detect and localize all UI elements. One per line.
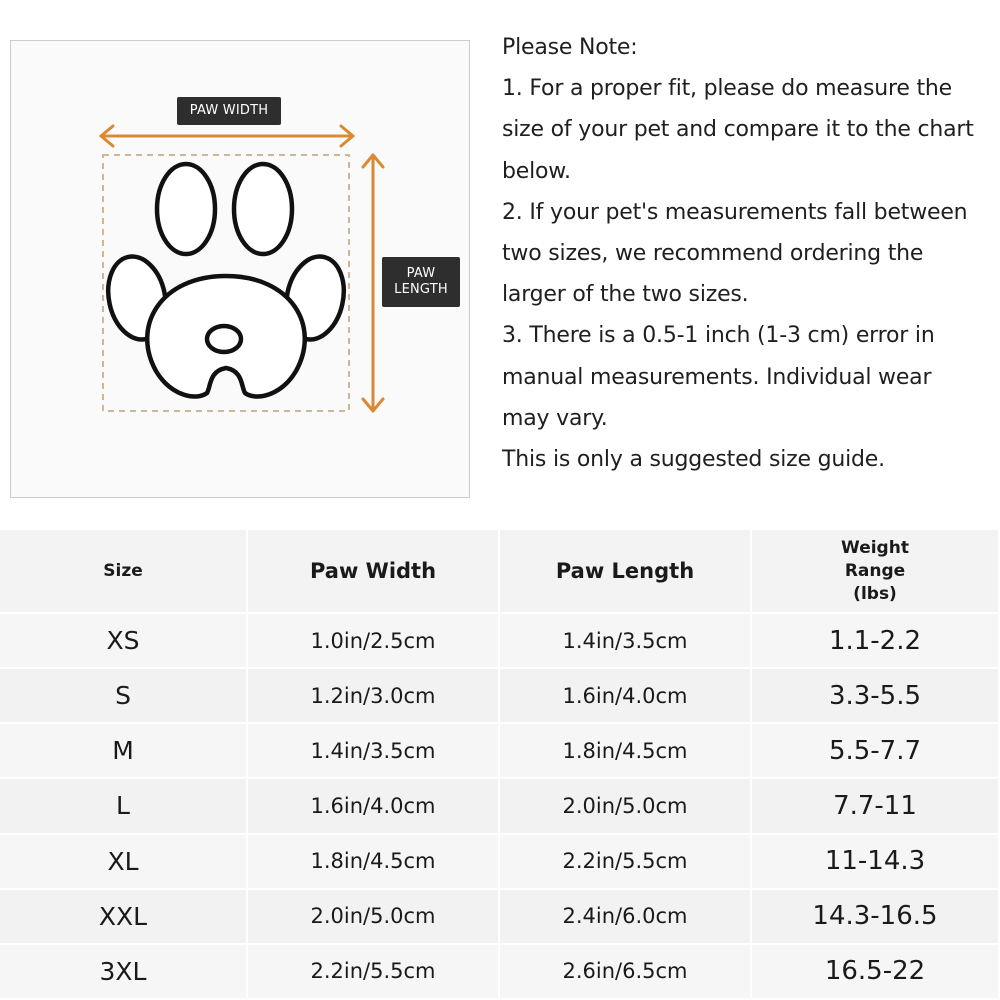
cell-paw-width: 1.8in/4.5cm bbox=[248, 835, 500, 890]
header-paw-width: Paw Width bbox=[248, 530, 500, 614]
paw-length-label bbox=[382, 257, 460, 307]
cell-paw-width: 1.2in/3.0cm bbox=[248, 669, 500, 724]
cell-weight: 7.7-11 bbox=[752, 779, 1000, 834]
paw-width-label: PAW WIDTH bbox=[177, 97, 281, 125]
cell-paw-length: 2.0in/5.0cm bbox=[500, 779, 752, 834]
paw-print-icon bbox=[101, 164, 351, 397]
cell-weight: 3.3-5.5 bbox=[752, 669, 1000, 724]
cell-paw-length: 1.4in/3.5cm bbox=[500, 614, 752, 669]
cell-weight: 14.3-16.5 bbox=[752, 890, 1000, 945]
cell-size: XL bbox=[0, 835, 248, 890]
note-line: size of your pet and compare it to the chart bbox=[502, 117, 974, 143]
cell-paw-length: 1.8in/4.5cm bbox=[500, 724, 752, 779]
header-weight-range bbox=[752, 530, 1000, 614]
width-arrow bbox=[101, 126, 353, 146]
table-row bbox=[0, 945, 1000, 1000]
cell-size: S bbox=[0, 669, 248, 724]
cell-paw-length: 2.4in/6.0cm bbox=[500, 890, 752, 945]
cell-paw-width: 2.0in/5.0cm bbox=[248, 890, 500, 945]
cell-paw-length: 1.6in/4.0cm bbox=[500, 669, 752, 724]
cell-paw-width: 1.4in/3.5cm bbox=[248, 724, 500, 779]
table-header-row bbox=[0, 530, 1000, 614]
paw-length-label-line1: PAW bbox=[406, 266, 436, 281]
note-line: This is only a suggested size guide. bbox=[502, 447, 885, 473]
paw-length-label-line2: LENGTH bbox=[394, 282, 448, 297]
cell-size: XS bbox=[0, 614, 248, 669]
cell-size: XXL bbox=[0, 890, 248, 945]
cell-size: M bbox=[0, 724, 248, 779]
paw-diagram-panel bbox=[10, 40, 470, 498]
note-line: 2. If your pet's measurements fall between bbox=[502, 199, 968, 225]
cell-paw-width: 2.2in/5.5cm bbox=[248, 945, 500, 1000]
size-chart-table bbox=[0, 530, 1000, 1000]
cell-paw-width: 1.0in/2.5cm bbox=[248, 614, 500, 669]
cell-size: L bbox=[0, 779, 248, 834]
cell-weight: 1.1-2.2 bbox=[752, 614, 1000, 669]
cell-weight: 11-14.3 bbox=[752, 835, 1000, 890]
table-row bbox=[0, 835, 1000, 890]
header-weight-line3: (lbs) bbox=[853, 583, 897, 604]
header-size: Size bbox=[0, 530, 248, 614]
note-line: manual measurements. Individual wear bbox=[502, 364, 932, 390]
header-paw-length: Paw Length bbox=[500, 530, 752, 614]
cell-paw-length: 2.2in/5.5cm bbox=[500, 835, 752, 890]
cell-weight: 16.5-22 bbox=[752, 945, 1000, 1000]
table-row bbox=[0, 779, 1000, 834]
table-row bbox=[0, 724, 1000, 779]
cell-paw-width: 1.6in/4.0cm bbox=[248, 779, 500, 834]
cell-size: 3XL bbox=[0, 945, 248, 1000]
note-line: 3. There is a 0.5-1 inch (1-3 cm) error in bbox=[502, 323, 935, 349]
length-arrow bbox=[363, 155, 383, 411]
note-line: below. bbox=[502, 158, 571, 184]
note-line: larger of the two sizes. bbox=[502, 282, 749, 308]
table-row bbox=[0, 890, 1000, 945]
table-row bbox=[0, 669, 1000, 724]
table-row bbox=[0, 614, 1000, 669]
cell-paw-length: 2.6in/6.5cm bbox=[500, 945, 752, 1000]
note-line: two sizes, we recommend ordering the bbox=[502, 241, 924, 267]
cell-weight: 5.5-7.7 bbox=[752, 724, 1000, 779]
header-weight-line2: Range bbox=[844, 560, 906, 581]
header-weight-line1: Weight bbox=[841, 537, 909, 558]
size-note bbox=[502, 27, 1000, 480]
note-line: 1. For a proper fit, please do measure the bbox=[502, 76, 952, 102]
note-line: may vary. bbox=[502, 405, 608, 431]
note-line: Please Note: bbox=[502, 35, 638, 60]
